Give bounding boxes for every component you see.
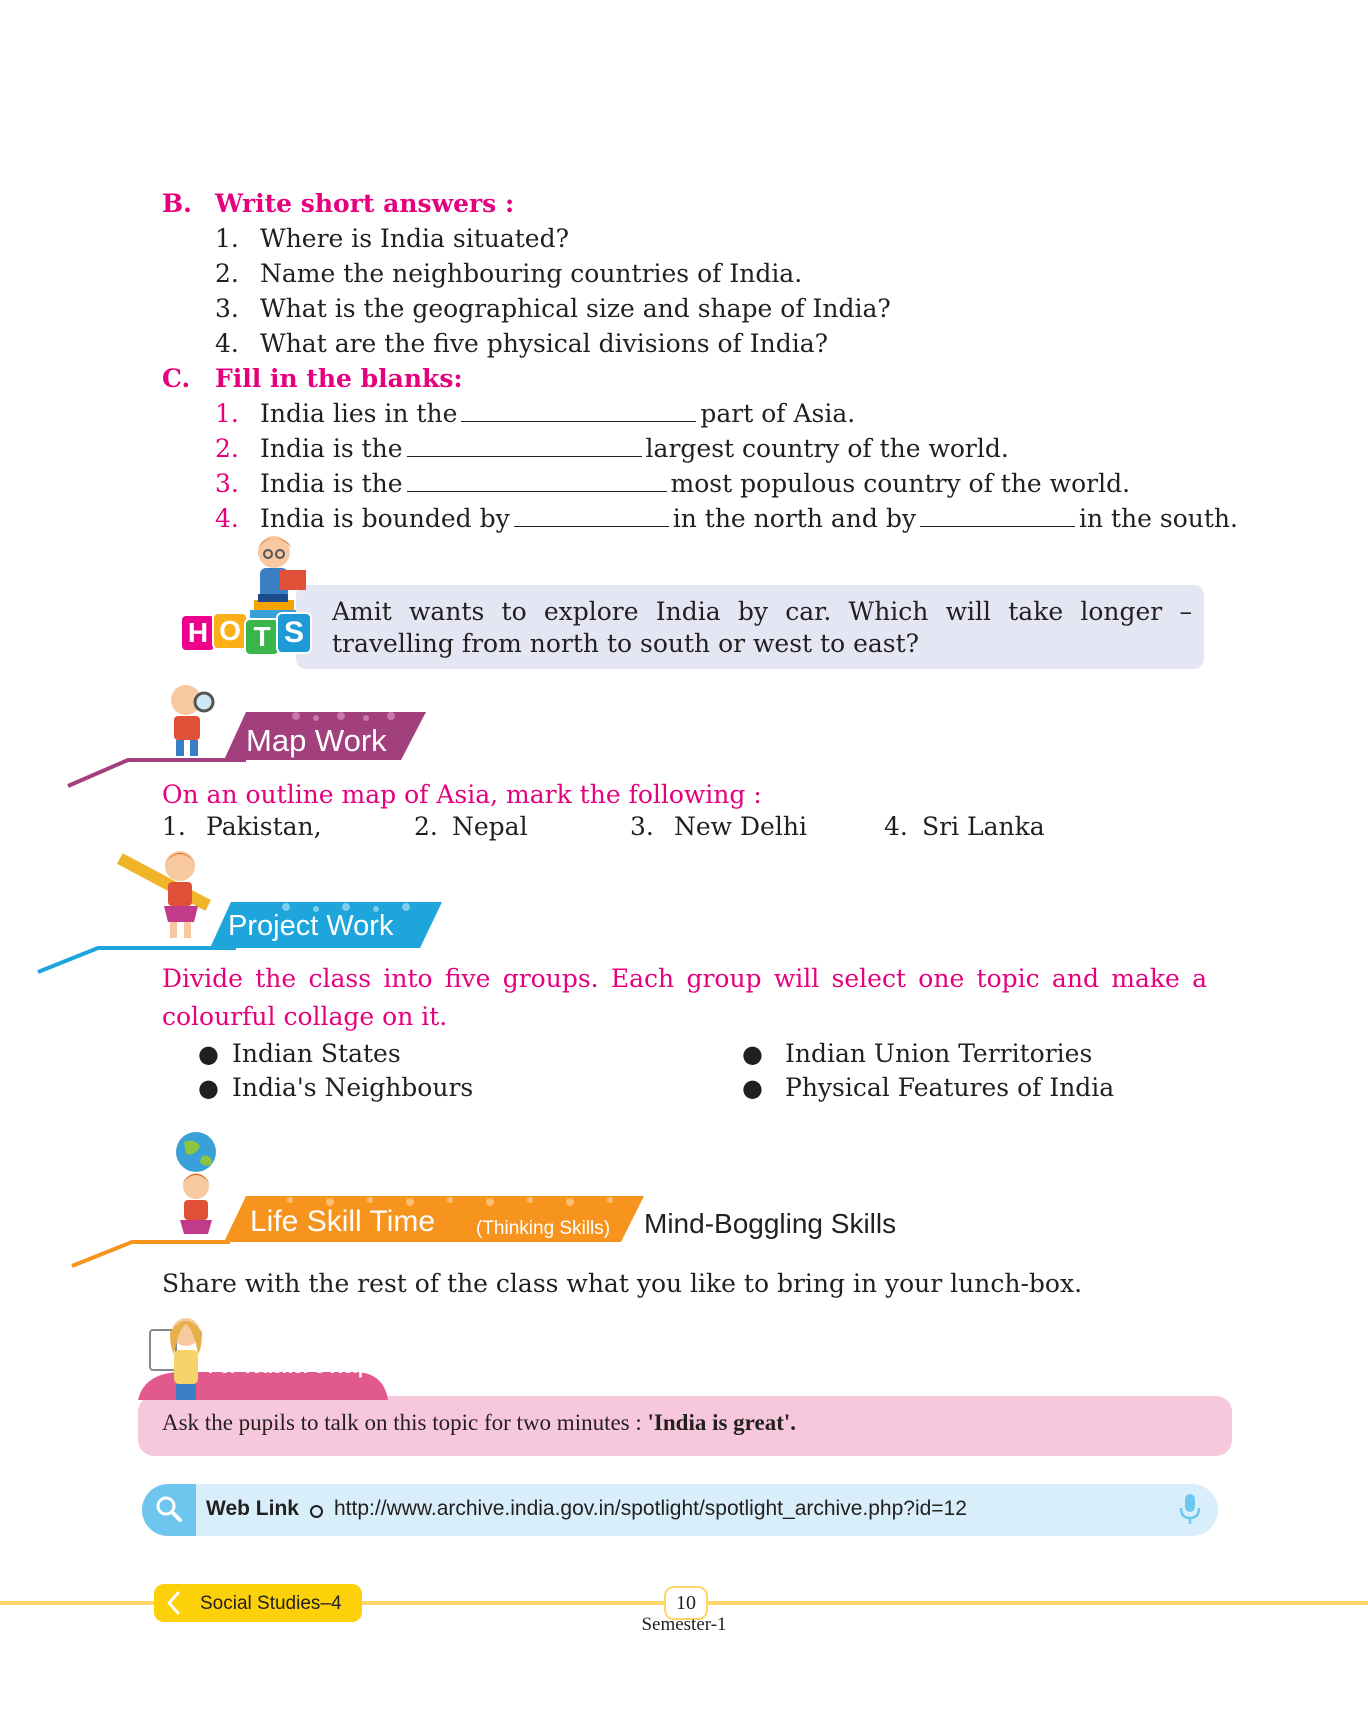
- globe-girl-illustration: [156, 1130, 236, 1254]
- project-topic: Indian Union Territories: [785, 1039, 1093, 1068]
- project-topic: Physical Features of India: [785, 1073, 1115, 1102]
- blank-text-middle: in the north and by: [672, 504, 916, 533]
- answer-blank[interactable]: [407, 438, 642, 457]
- blank-number: 2.: [215, 434, 239, 463]
- web-link-search-button[interactable]: [142, 1484, 196, 1536]
- teacher-help-label: For Teacher’s Help: [208, 1353, 370, 1378]
- project-topic: India's Neighbours: [232, 1073, 474, 1102]
- microphone-icon[interactable]: [1178, 1492, 1202, 1532]
- question-number: 1.: [215, 224, 239, 253]
- hots-question: Amit wants to explore India by car. Which will take longer – travelling from north to south or west to east?: [332, 597, 1192, 658]
- project-work-instruction: Divide the class into five groups. Each group will select one topic and make a colourful collage on it.: [162, 964, 1207, 1031]
- question-4: [215, 326, 829, 361]
- hots-letter-h: H: [180, 614, 216, 652]
- map-work-instruction: On an outline map of Asia, mark the following :: [162, 780, 762, 809]
- project-bullet-left-2: ● India's Neighbours: [198, 1070, 219, 1106]
- teacher-help-text: [162, 1410, 796, 1436]
- map-item-number: 1.: [162, 812, 186, 841]
- web-link-url[interactable]: http://www.archive.india.gov.in/spotlight/spotlight_archive.php?id=12: [334, 1497, 967, 1520]
- question-text: What is the geographical size and shape of India?: [260, 294, 891, 323]
- semester-label: Semester-1: [641, 1614, 727, 1635]
- blank-text-before: India is bounded by: [260, 504, 510, 533]
- question-text: What are the five physical divisions of India?: [260, 329, 829, 358]
- map-item-number: 3.: [630, 812, 654, 841]
- answer-blank[interactable]: [407, 473, 667, 492]
- life-skill-banner: Life Skill Time: [250, 1205, 436, 1238]
- question-3: [215, 291, 891, 326]
- blank-number: 4.: [215, 504, 239, 533]
- hots-letter-t: T: [244, 618, 280, 656]
- blank-number: 1.: [215, 399, 239, 428]
- map-item-text: New Delhi: [674, 812, 807, 841]
- hots-badge: [180, 612, 320, 654]
- section-c-letter: C.: [162, 364, 191, 393]
- project-bullet-left-1: ● Indian States: [198, 1036, 219, 1072]
- footer-book-title: Social Studies–4: [200, 1593, 342, 1614]
- question-1: [215, 221, 570, 256]
- map-item-text: Pakistan,: [206, 812, 322, 841]
- blank-text-after: largest country of the world.: [645, 434, 1009, 463]
- map-item-number: 4.: [884, 812, 908, 841]
- section-c-title: Fill in the blanks:: [215, 364, 463, 393]
- web-link-bullet-icon: [310, 1505, 323, 1518]
- map-item-2: [414, 809, 528, 844]
- map-work-banner: Map Work: [246, 723, 387, 758]
- map-item-1: [162, 809, 322, 844]
- question-number: 4.: [215, 329, 239, 358]
- web-link-label: Web Link: [206, 1497, 299, 1520]
- teacher-help-instruction: Ask the pupils to talk on this topic for two minutes :: [162, 1410, 648, 1435]
- blank-item-2: [215, 431, 1009, 466]
- blank-text-before: India is the: [260, 469, 403, 498]
- life-skill-title: Mind-Boggling Skills: [644, 1208, 897, 1239]
- section-b-title: Write short answers :: [215, 189, 515, 218]
- chevron-left-icon: [166, 1591, 182, 1619]
- life-skill-subtitle: (Thinking Skills): [476, 1218, 611, 1239]
- answer-blank[interactable]: [461, 403, 696, 422]
- teacher-help-topic: 'India is great'.: [647, 1410, 796, 1435]
- page-number: 10: [664, 1586, 708, 1620]
- map-item-text: Nepal: [452, 812, 528, 841]
- blank-text-after: in the south.: [1078, 504, 1238, 533]
- detective-girl-illustration: [160, 680, 220, 764]
- life-skill-text: Share with the rest of the class what you like to bring in your lunch-box.: [162, 1269, 1083, 1298]
- hots-letter-o: O: [212, 612, 248, 650]
- project-topic: Indian States: [232, 1039, 401, 1068]
- blank-text-before: India is the: [260, 434, 403, 463]
- question-number: 3.: [215, 294, 239, 323]
- project-work-banner: Project Work: [228, 910, 394, 942]
- blank-item-1: [215, 396, 856, 431]
- map-item-4: [884, 809, 1045, 844]
- map-item-number: 2.: [414, 812, 438, 841]
- ruler-girl-illustration: [114, 846, 224, 950]
- question-text: Where is India situated?: [260, 224, 570, 253]
- hots-letter-s: S: [276, 612, 312, 654]
- question-2: [215, 256, 803, 291]
- search-icon: [142, 1484, 196, 1536]
- section-b-letter: B.: [162, 189, 192, 218]
- answer-blank[interactable]: [514, 508, 669, 527]
- blank-item-3: [215, 466, 1131, 501]
- map-item-text: Sri Lanka: [922, 812, 1045, 841]
- question-number: 2.: [215, 259, 239, 288]
- map-item-3: [630, 809, 807, 844]
- blank-text-after: part of Asia.: [700, 399, 856, 428]
- answer-blank[interactable]: [920, 508, 1075, 527]
- blank-number: 3.: [215, 469, 239, 498]
- blank-text-after: most populous country of the world.: [670, 469, 1131, 498]
- project-bullet-right-1: ● Indian Union Territories: [742, 1036, 763, 1072]
- blank-text-before: India lies in the: [260, 399, 458, 428]
- question-text: Name the neighbouring countries of India.: [260, 259, 803, 288]
- teacher-illustration: [142, 1310, 208, 1406]
- project-bullet-right-2: ● Physical Features of India: [742, 1070, 763, 1106]
